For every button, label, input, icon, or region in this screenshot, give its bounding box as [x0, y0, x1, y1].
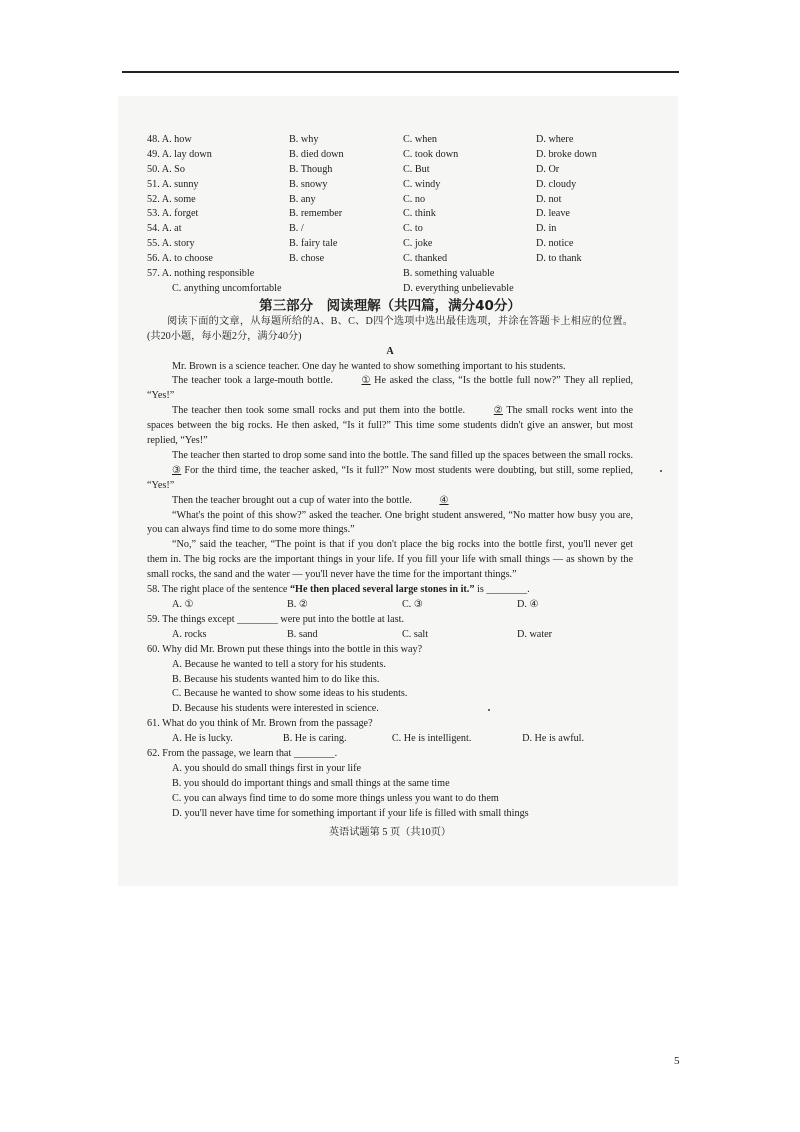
cloze-row: [147, 178, 633, 193]
cloze-option: [147, 133, 289, 148]
option: A. you should do small things first in your life: [172, 762, 362, 774]
question-number: 48.: [147, 134, 160, 145]
q57-option: C. anything uncomfortable: [172, 282, 282, 294]
cloze-option: D. cloudy: [536, 178, 577, 190]
question-number: 53.: [147, 208, 160, 220]
cloze-options: [147, 133, 633, 267]
option: C. He is intelligent.: [391, 733, 472, 745]
option: B. ②: [287, 599, 309, 611]
option: A. rocks: [172, 628, 207, 640]
question-62: 62. From the passage, we learn that ________.: [147, 748, 338, 760]
cloze-option: C. joke: [403, 238, 433, 250]
page-number: 5: [674, 1055, 680, 1067]
blank-4: ④: [439, 494, 449, 506]
option: D. He is awful.: [522, 733, 585, 745]
option: A. He is lucky.: [172, 733, 233, 745]
exam-content: [147, 133, 633, 841]
question-number: 54.: [147, 223, 160, 235]
cloze-option: D. not: [536, 193, 562, 205]
cloze-option: C. to: [403, 223, 423, 235]
cloze-option: D. to thank: [536, 253, 582, 265]
q57-option: 57. A. nothing responsible: [147, 268, 255, 280]
question-59: 59. The things except ________ were put into the bottle at last.: [147, 613, 404, 625]
option: D. ④: [517, 599, 539, 611]
cloze-option: B. remember: [289, 208, 343, 220]
option: A. ①: [172, 599, 194, 611]
option-text: A. at: [161, 223, 182, 235]
blank-1: ①: [361, 375, 371, 387]
passage-text: For the third time, the teacher asked, “Is it full?” Now most students were doubting, but still, some replied, “Yes!”: [147, 464, 634, 491]
option-text: A. some: [161, 193, 196, 205]
cloze-option: B. Though: [289, 163, 333, 175]
cloze-option: C. took down: [403, 148, 459, 160]
passage-paragraph: [147, 449, 633, 494]
cloze-option: [147, 237, 289, 252]
option: D. Because his students were interested in science.: [172, 703, 379, 715]
header-rule: [122, 71, 679, 73]
cloze-option: [147, 193, 289, 208]
cloze-row: [147, 207, 633, 222]
section-label: A: [386, 345, 394, 357]
passage-text: The small rocks went into the spaces between the big rocks. He then asked, “Is it full?” This time some students didn't give an answer, but most replied, “Yes!”: [147, 405, 633, 447]
option: C. salt: [402, 628, 429, 640]
option: B. sand: [287, 628, 318, 640]
cloze-option: D. where: [536, 134, 574, 145]
option-text: A. forget: [161, 208, 199, 220]
question-number: 51.: [147, 178, 160, 190]
passage-paragraph: “No,” said the teacher, “The point is that if you don't place the big rocks into the bottle first, you'll never get them in. The big rocks are the important things in your life. If you fill your life with small things — as shown by the small rocks, the sand and the water — you'll never have the time for the important things.”: [147, 539, 633, 581]
cloze-option: D. broke down: [536, 148, 597, 160]
option: D. water: [517, 628, 553, 640]
q57-row: [147, 282, 633, 297]
instructions: 阅读下面的文章，从每题所给的A、B、C、D四个选项中选出最佳选项，并涂在答题卡上相应的位置。(共20小题，每小题2分，满分40分): [147, 315, 633, 342]
blank-2: ②: [493, 405, 503, 417]
question-60: 60. Why did Mr. Brown put these things into the bottle in this way?: [147, 643, 423, 655]
cloze-option: [147, 222, 289, 237]
option: B. Because his students wanted him to do like this.: [172, 673, 380, 685]
cloze-option: B. /: [289, 223, 304, 235]
option-text: A. how: [161, 134, 192, 145]
q58-options: [147, 598, 633, 613]
question-58: [147, 583, 633, 598]
option: B. He is caring.: [282, 733, 347, 745]
option-text: A. sunny: [161, 178, 199, 190]
option-text: A. to choose: [161, 253, 213, 265]
passage-text: The teacher then took some small rocks and put them into the bottle.: [172, 405, 466, 417]
q57-option: B. something valuable: [403, 268, 495, 280]
passage-text: Then the teacher brought out a cup of water into the bottle.: [172, 494, 412, 506]
cloze-option: [147, 207, 289, 222]
passage-text: He asked the class, “Is the bottle full now?” They all replied, “Yes!”: [147, 375, 634, 402]
cloze-row: [147, 237, 633, 252]
cloze-option: C. thanked: [403, 253, 448, 265]
q57-option: D. everything unbelievable: [403, 282, 514, 294]
option: D. you'll never have time for something important if your life is filled with small things: [172, 807, 529, 819]
cloze-option: B. why: [289, 134, 319, 145]
cloze-option: B. snowy: [289, 178, 328, 190]
cloze-option: [147, 163, 289, 178]
q59-options: [147, 628, 633, 643]
question-number: 52.: [147, 193, 160, 205]
question-number: 55.: [147, 238, 160, 250]
q57-row: [147, 267, 633, 282]
cloze-row: [147, 193, 633, 208]
cloze-row: [147, 163, 633, 178]
cloze-option: B. chose: [289, 253, 325, 265]
cloze-option: [147, 252, 289, 267]
question-text: is ________.: [476, 584, 530, 596]
cloze-option: B. died down: [289, 148, 344, 160]
cloze-row: [147, 133, 633, 148]
option: C. you can always find time to do some more things unless you want to do them: [172, 792, 499, 804]
option: C. Because he wanted to show some ideas to his students.: [172, 688, 408, 700]
cloze-option: C. no: [403, 193, 426, 205]
cloze-option: [147, 178, 289, 193]
part-title: 第三部分 阅读理解（共四篇，满分40分）: [259, 297, 521, 314]
question-sentence: “He then placed several large stones in it.”: [289, 584, 475, 596]
option-text: A. story: [161, 238, 195, 250]
passage-paragraph: [147, 494, 633, 509]
option: B. you should do important things and small things at the same time: [172, 777, 450, 789]
question-text: 58. The right place of the sentence: [147, 584, 288, 596]
cloze-option: D. leave: [536, 208, 570, 220]
cloze-option: D. in: [536, 223, 557, 235]
question-number: 56.: [147, 253, 160, 265]
cloze-row: [147, 252, 633, 267]
blank-3: ③: [172, 464, 182, 476]
cloze-option: B. any: [289, 193, 316, 205]
cloze-option: D. Or: [536, 163, 560, 175]
passage-text: The teacher then started to drop some sand into the bottle. The sand filled up the spaces between the small rocks.: [172, 449, 633, 461]
cloze-option: C. But: [403, 163, 430, 175]
passage-paragraph: “What's the point of this show?” asked the teacher. One bright student answered, “No matter how busy you are, you can always find time to do some more things.”: [147, 509, 633, 536]
page-footer: 英语试题第 5 页（共10页）: [328, 826, 452, 838]
question-number: 50.: [147, 163, 160, 175]
scan-speck: [660, 470, 662, 472]
passage-text: The teacher took a large-mouth bottle.: [172, 375, 333, 387]
cloze-row: [147, 222, 633, 237]
option-text: A. So: [161, 163, 185, 175]
cloze-row: [147, 148, 633, 163]
cloze-option: C. when: [403, 134, 437, 145]
option: C. ③: [402, 599, 424, 611]
question-61: 61. What do you think of Mr. Brown from the passage?: [147, 718, 373, 730]
question-number: 49.: [147, 148, 160, 160]
passage-paragraph: Mr. Brown is a science teacher. One day he wanted to show something important to his students.: [172, 360, 566, 372]
passage-paragraph: [147, 374, 633, 404]
cloze-option: [147, 148, 289, 163]
passage-paragraph: [147, 404, 633, 449]
cloze-option: B. fairy tale: [289, 238, 338, 250]
cloze-option: C. windy: [403, 178, 441, 190]
cloze-option: D. notice: [536, 238, 574, 250]
option: A. Because he wanted to tell a story for his students.: [172, 658, 386, 670]
cloze-option: C. think: [403, 208, 436, 220]
option-text: A. lay down: [161, 148, 212, 160]
q61-options: [147, 732, 633, 747]
